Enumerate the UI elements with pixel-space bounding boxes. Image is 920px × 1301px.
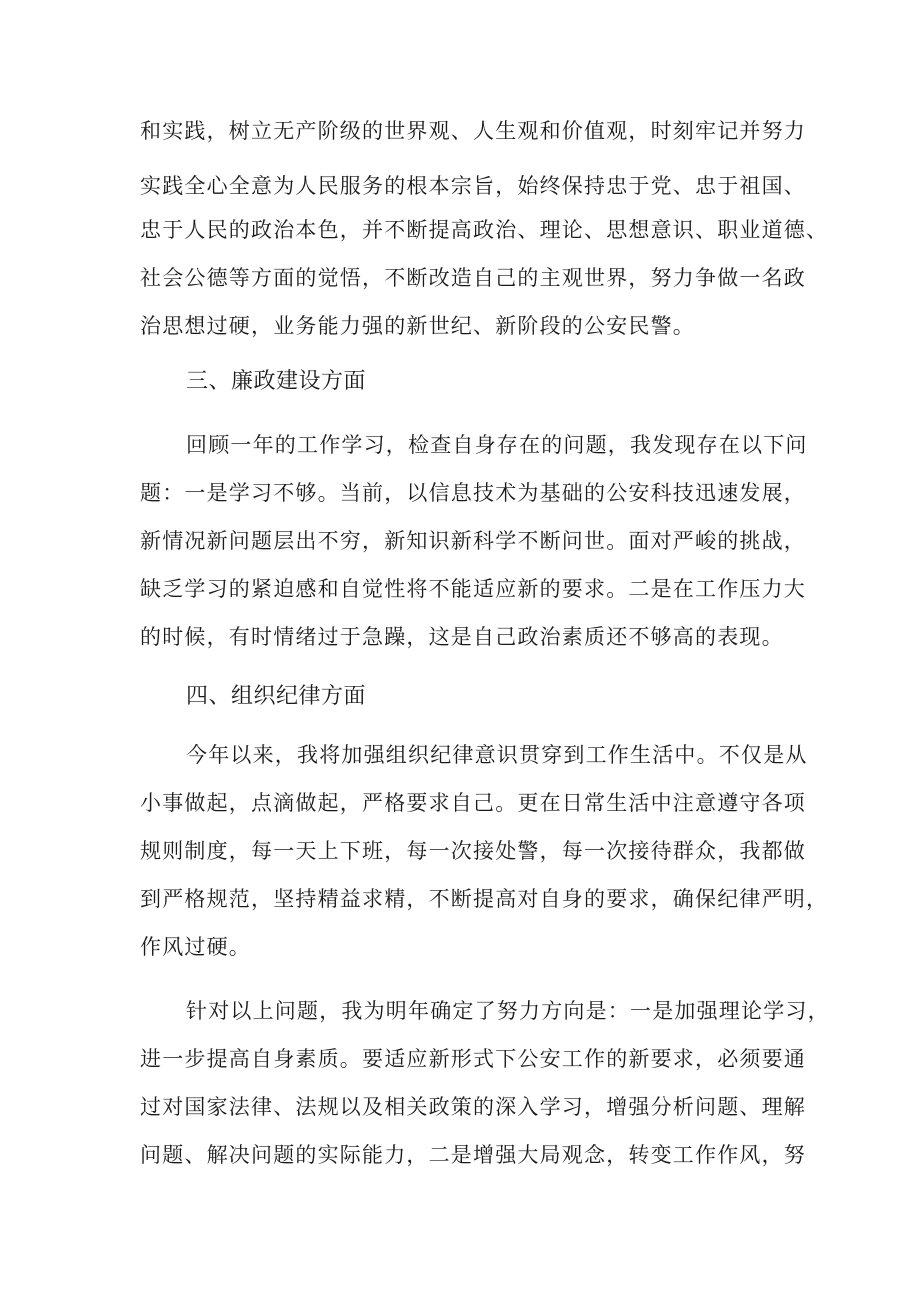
text-line: 作风过硬。	[140, 935, 251, 959]
text-line: 进一步提高自身素质。要适应新形式下公安工作的新要求，必须要通	[140, 1047, 806, 1071]
text-line: 小事做起，点滴做起，严格要求自己。更在日常生活中注意遵守各项	[140, 791, 806, 815]
text-line: 过对国家法律、法规以及相关政策的深入学习，增强分析问题、理解	[140, 1095, 806, 1119]
text-line: 回顾一年的工作学习，检查自身存在的问题，我发现存在以下问	[186, 433, 808, 457]
text-line: 社会公德等方面的觉悟，不断改造自己的主观世界，努力争做一名政	[140, 266, 806, 290]
text-line: 实践全心全意为人民服务的根本宗旨，始终保持忠于党、忠于祖国、	[140, 174, 806, 198]
text-line: 题：一是学习不够。当前，以信息技术为基础的公安科技迅速发展，	[140, 481, 806, 505]
text-line: 问题、解决问题的实际能力，二是增强大局观念，转变工作作风，努	[140, 1143, 806, 1167]
text-line: 和实践，树立无产阶级的世界观、人生观和价值观，时刻牢记并努力	[140, 119, 806, 143]
text-line: 到严格规范，坚持精益求精，不断提高对自身的要求，确保纪律严明，	[140, 887, 829, 911]
text-line: 针对以上问题，我为明年确定了努力方向是：一是加强理论学习，	[186, 999, 830, 1023]
text-line: 忠于人民的政治本色，并不断提高政治、理论、思想意识、职业道德、	[140, 218, 829, 242]
text-line: 缺乏学习的紧迫感和自觉性将不能适应新的要求。二是在工作压力大	[140, 577, 806, 601]
section-heading-discipline: 四、组织纪律方面	[186, 684, 367, 709]
text-line: 新情况新问题层出不穷，新知识新科学不断问世。面对严峻的挑战，	[140, 529, 806, 553]
text-line: 治思想过硬，业务能力强的新世纪、新阶段的公安民警。	[140, 314, 695, 338]
text-line: 规则制度，每一天上下班，每一次接处警，每一次接待群众，我都做	[140, 839, 806, 863]
section-heading-integrity: 三、廉政建设方面	[186, 369, 367, 394]
text-line: 今年以来，我将加强组织纪律意识贯穿到工作生活中。不仅是从	[186, 743, 808, 767]
text-line: 的时候，有时情绪过于急躁，这是自己政治素质还不够高的表现。	[140, 625, 784, 649]
